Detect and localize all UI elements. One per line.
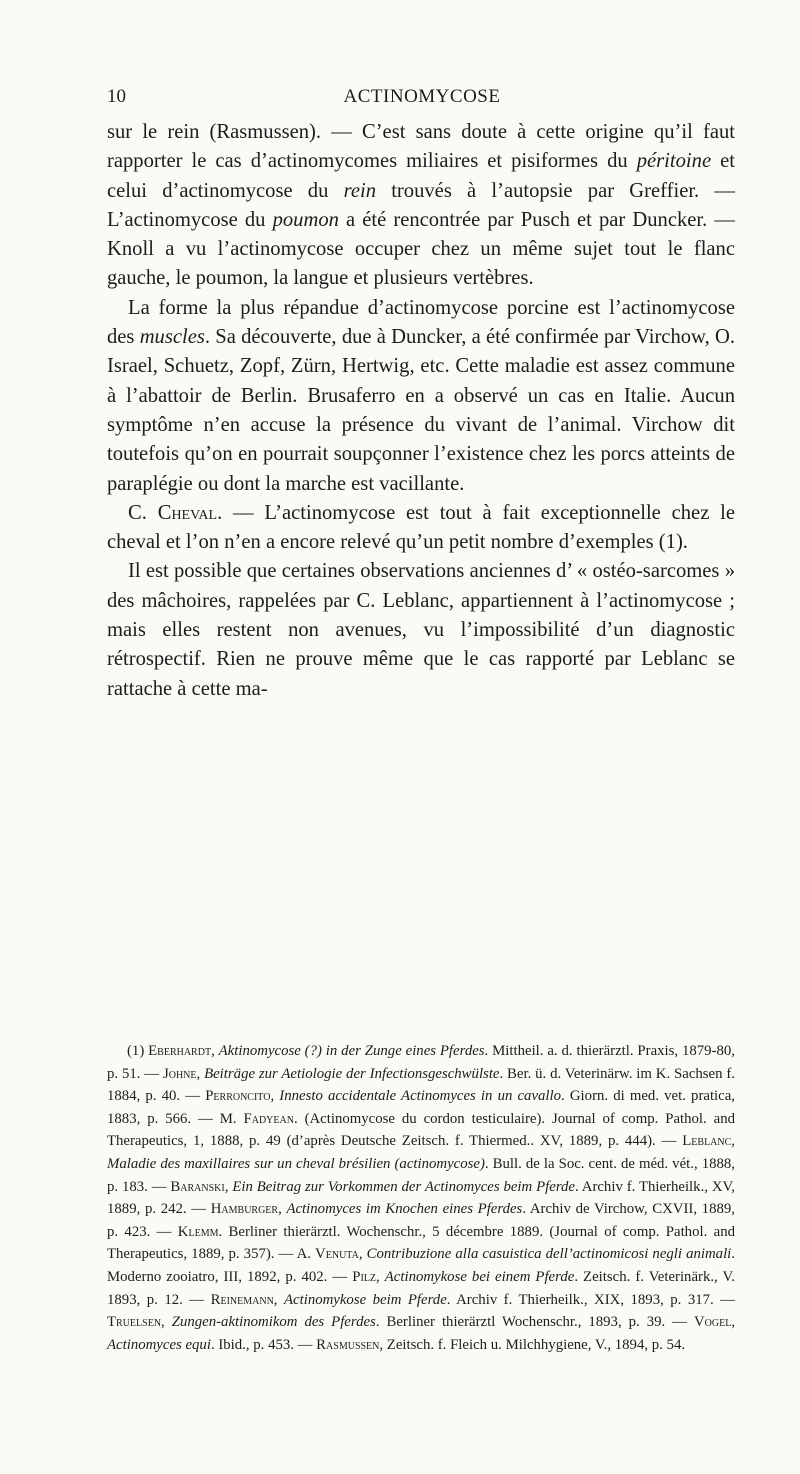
text-run: . Bull. de la Soc. cent. de méd. vét., 1888, p. 183. — — [107, 1155, 735, 1195]
paragraph-forme-musculaire — [107, 294, 735, 499]
text-run: La forme la plus répandue d’actinomycose porcine est l’actinomycose des — [107, 296, 735, 349]
text-run: trouvés à l’autopsie par Greffier. — L’actinomycose du — [107, 179, 735, 231]
page-number: 10 — [107, 86, 126, 107]
italic-run: Actinomykose bei einem Pferde — [384, 1268, 575, 1285]
text-run: . Archiv de Virchow, CXVII, 1889, p. 423. — — [107, 1201, 735, 1240]
text-run: a été rencontrée par Pusch et par Duncker. — Knoll a vu l’actinomycose occuper chez un même sujet tout le flanc gauche, le poumon, la langue et plusieurs vertèbres. — [107, 208, 735, 290]
small-caps-run: Perroncito — [205, 1088, 271, 1105]
paragraph-rein-poumon — [107, 118, 735, 294]
text-run: (1) — [127, 1043, 149, 1059]
small-caps-run: Johne — [162, 1065, 197, 1082]
italic-run: Zungen-aktinomikom des Pferdes — [171, 1314, 376, 1331]
italic-run: muscles — [139, 326, 205, 349]
text-run: , — [270, 1088, 280, 1105]
main-text — [107, 118, 735, 704]
text-run: . Archiv f. Thierheilk., XIX, 1893, p. 317. — — [446, 1291, 735, 1308]
text-run: , — [376, 1268, 385, 1285]
text-run: , — [211, 1043, 219, 1059]
footnote-1 — [107, 1040, 735, 1356]
text-run: , Zeitsch. f. Fleich u. Milchhygiene, V., 1894, p. 54. — [379, 1336, 686, 1353]
text-run: . Moderno zooiatro, III, 1892, p. 402. — — [107, 1246, 735, 1285]
italic-run: Aktinomycose (?) in der Zunge eines Pferdes — [218, 1043, 485, 1059]
text-run: . Giorn. di med. vet. pratica, 1883, p. 566. — M. — [107, 1088, 735, 1127]
text-run: , — [161, 1314, 172, 1331]
running-title: ACTINOMYCOSE — [343, 86, 501, 107]
italic-run: péritoine — [636, 150, 712, 173]
text-run: . Zeitsch. f. Veterinärk., V. 1893, p. 12. — — [107, 1268, 735, 1308]
italic-run: poumon — [272, 208, 339, 231]
text-run: . Ber. ü. d. Veterinärw. im K. Sachsen f. 1884, p. 40. — — [107, 1065, 735, 1105]
small-caps-run: Cheval — [157, 501, 218, 524]
text-run: , — [358, 1246, 367, 1263]
text-run: , — [196, 1065, 205, 1082]
small-caps-run: Venuta — [315, 1246, 359, 1263]
small-caps-run: Rasmussen — [316, 1336, 380, 1353]
text-run: , — [278, 1201, 287, 1218]
small-caps-run: Eberhardt — [148, 1043, 212, 1059]
italic-run: Innesto accidentale Actinomyces in un cavallo — [279, 1088, 562, 1105]
text-run: . Mittheil. a. d. thierärztl. Praxis, 1879-80, p. 51. — — [107, 1043, 735, 1082]
text-run: , — [224, 1178, 233, 1195]
italic-run: Actinomykose beim Pferde — [283, 1291, 447, 1308]
running-header — [107, 86, 737, 110]
text-run: . — L’actinomycose est tout à fait exceptionnelle chez le cheval et l’on n’en a encore relevé qu’un petit nombre d’exemples (1). — [107, 501, 735, 554]
text-run: , — [731, 1314, 736, 1331]
italic-run: Actinomyces equi — [107, 1336, 211, 1353]
paragraph-osteo-sarcomes — [107, 557, 735, 703]
text-run: , — [273, 1291, 284, 1308]
paragraph-cheval — [107, 499, 735, 558]
small-caps-run: Pilz — [352, 1268, 376, 1285]
italic-run: Maladie des maxillaires sur un cheval brésilien (actinomycose) — [107, 1155, 485, 1172]
text-run: C. — [128, 501, 158, 524]
text-run: . Archiv f. Thierheilk., XV, 1889, p. 242. — — [107, 1178, 736, 1218]
italic-run: Beiträge zur Aetiologie der Infectionsgeschwülste — [204, 1065, 500, 1082]
text-run: sur le rein (Rasmussen). — C’est sans doute à cette origine qu’il faut rapporter le cas d’actinomycomes miliaires et pisiformes du — [107, 121, 735, 173]
italic-run: Ein Beitrag zur Vorkommen der Actinomyces beim Pferde — [232, 1178, 575, 1195]
text-run: . Ibid., p. 453. — — [210, 1336, 317, 1353]
small-caps-run: Reinemann — [210, 1291, 274, 1308]
text-run: . Berliner thierärztl. Wochenschr., 5 décembre 1889. (Journal of comp. Pathol. and Therapeutics, 1889, p. 357). — A. — [107, 1223, 735, 1263]
italic-run: rein — [343, 179, 377, 202]
text-run: et celui d’actinomycose du — [107, 150, 735, 202]
italic-run: Actinomyces im Knochen eines Pferdes — [286, 1201, 523, 1218]
small-caps-run: Klemm — [177, 1223, 219, 1240]
text-run: , — [731, 1133, 735, 1150]
text-run: . (Actinomycose du cordon testiculaire). Journal of comp. Pathol. and Therapeutics, 1, 1888, p. 49 (d’après Deutsche Zeitsch. f. Thiermed.. XV, 1889, p. 444). — — [107, 1110, 736, 1150]
text-run: Il est possible que certaines observations anciennes d’ « ostéo-sarcomes » des mâchoires, rappelées par C. Leblanc, appartiennent à l’actinomycose ; mais elles restent non avenues, vu l’impossibilité d’un diagnostic rétrospectif. Rien ne prouve même que le cas rapporté par Leblanc se rattache à cette ma- — [107, 560, 735, 700]
small-caps-run: Leblanc — [682, 1133, 732, 1150]
italic-run: Contribuzione alla casuistica dell’actinomicosi negli animali — [366, 1246, 732, 1263]
text-run: . Berliner thierärztl Wochenschr., 1893, p. 39. — — [375, 1314, 694, 1331]
small-caps-run: Vogel — [693, 1314, 732, 1331]
small-caps-run: Baranski — [170, 1178, 225, 1195]
small-caps-run: Fadyean — [243, 1110, 294, 1127]
small-caps-run: Truelsen — [107, 1314, 162, 1331]
small-caps-run: Hamburger — [210, 1201, 279, 1218]
text-run: . Sa découverte, due à Duncker, a été confirmée par Virchow, O. Israel, Schuetz, Zopf, Zürn, Hertwig, etc. Cette maladie est assez commune à l’abattoir de Berlin. Brusaferro en a observé un cas en Italie. Aucun symptôme n’en accuse la présence du vivant de l’animal. Virchow dit toutefois qu’on en pourrait soupçonner l’existence chez les porcs atteints de paraplégie ou dont la marche est vacillante. — [107, 326, 735, 495]
